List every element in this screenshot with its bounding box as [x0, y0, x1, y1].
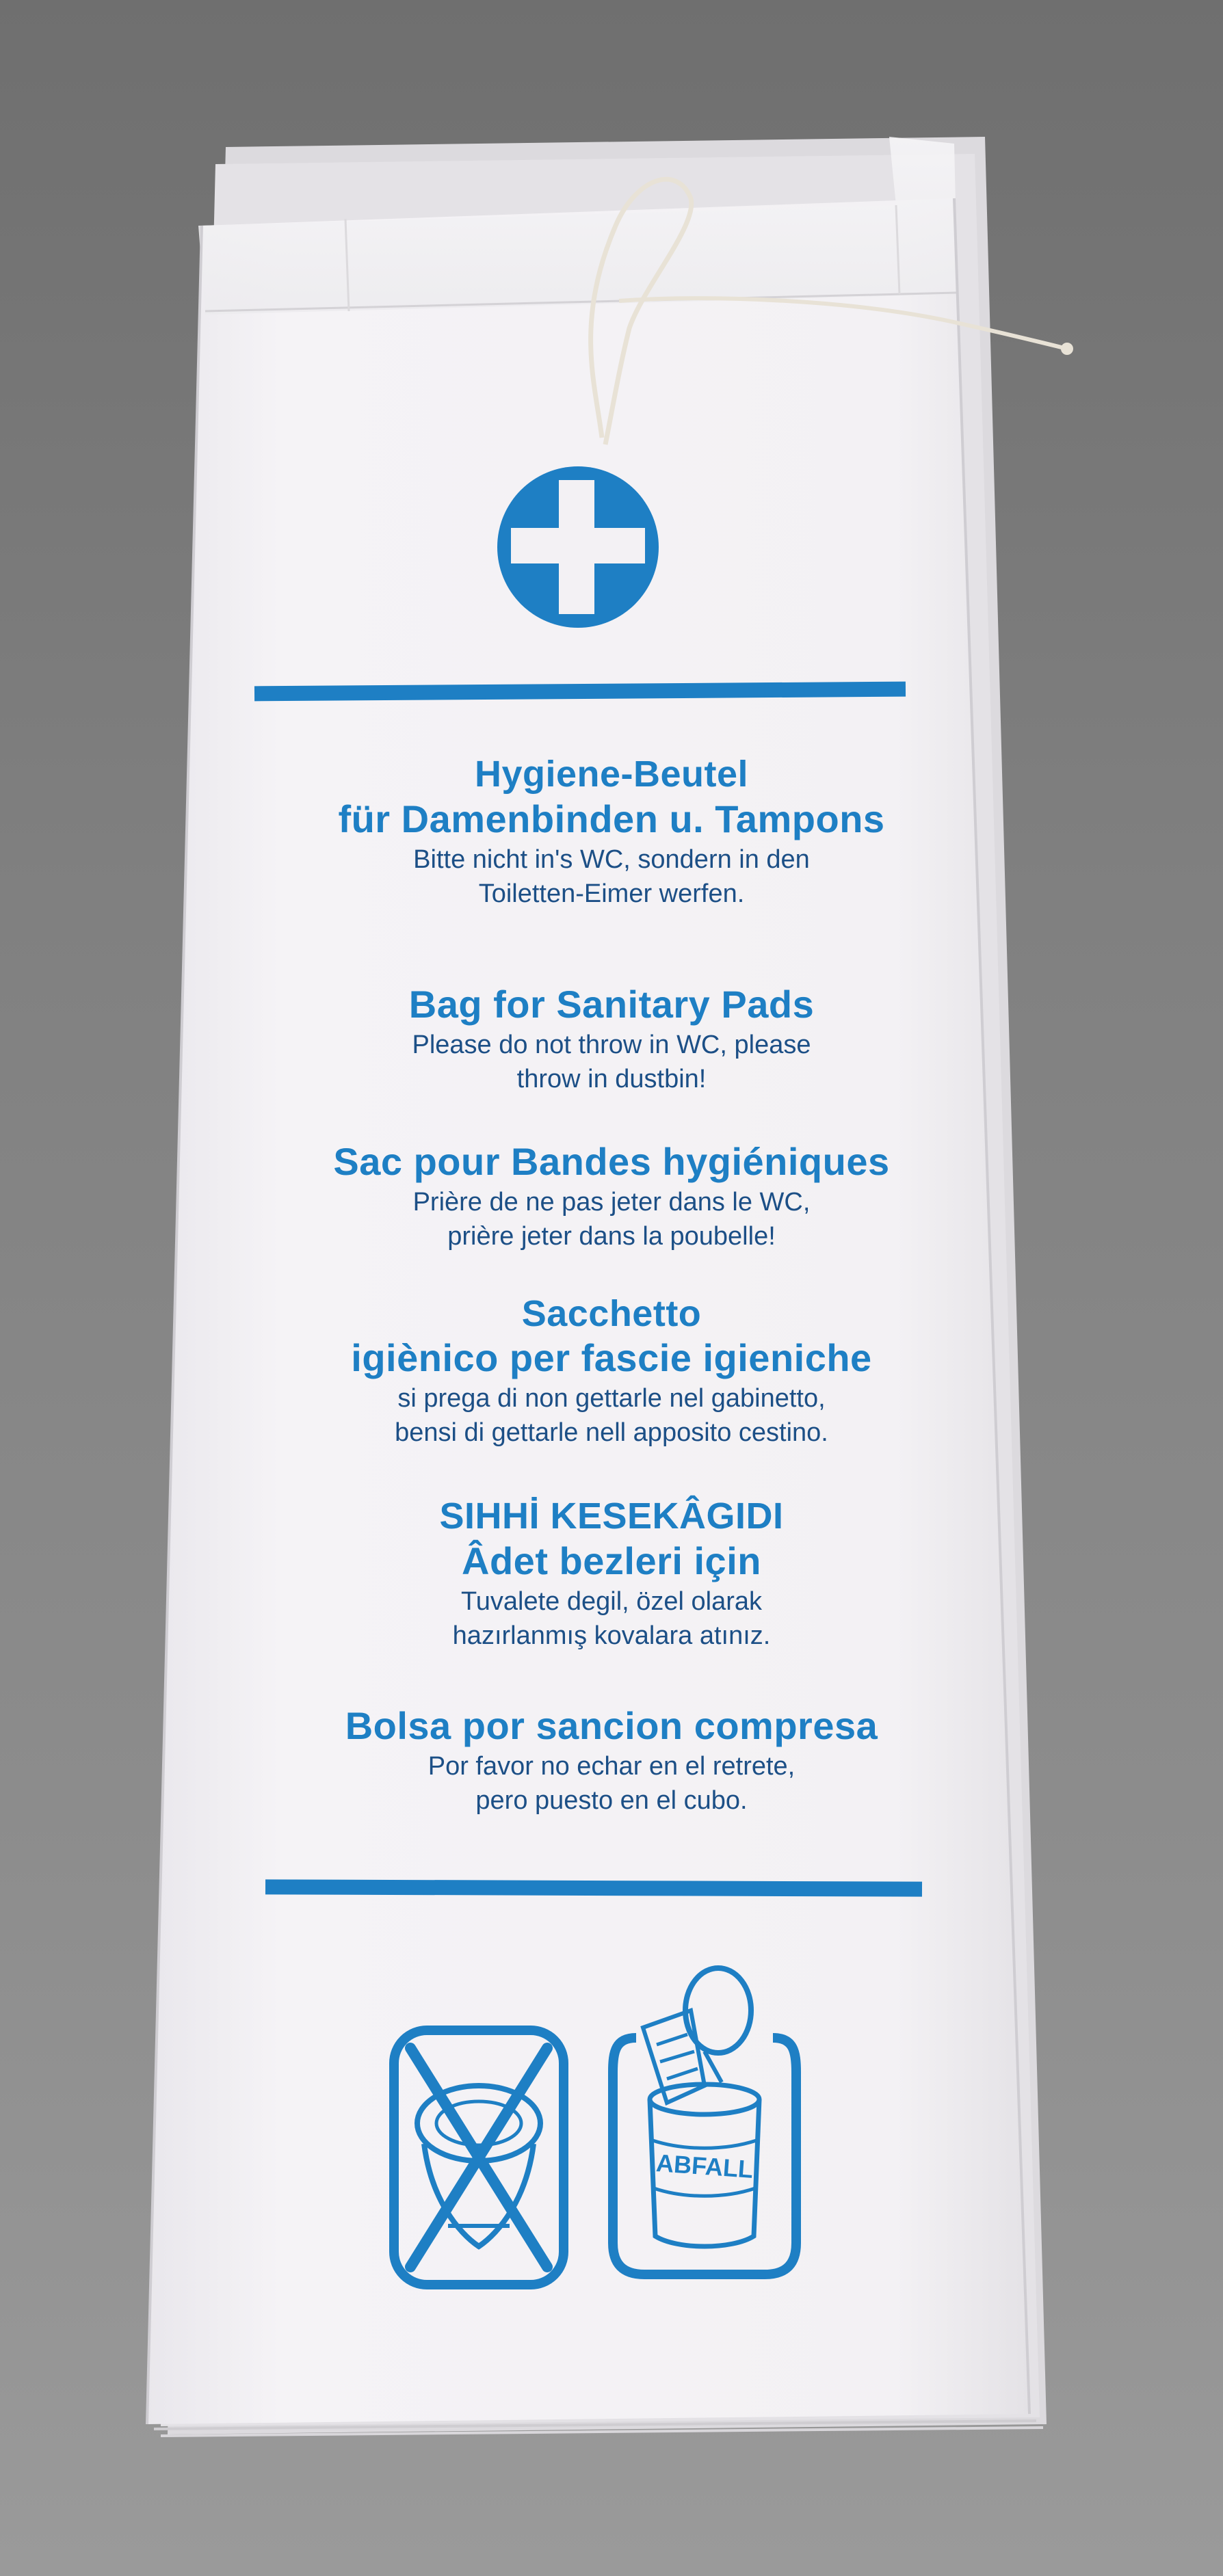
heading-line: igiènico per fascie igieniche [351, 1336, 872, 1379]
body-line: pero puesto en el cubo. [475, 1786, 748, 1815]
white-cross-in-blue-circle-icon [489, 458, 667, 636]
section-spanish [0, 1703, 1223, 1818]
body-line: bensi di gettarle nell apposito cestino. [395, 1418, 828, 1447]
heading-line: SIHHİ KESEKÂGIDI [439, 1496, 784, 1537]
body-line: Tuvalete degil, özel olarak [460, 1587, 763, 1616]
crossed-out-toilet-icon [383, 2021, 575, 2294]
body-line: throw in dustbin! [516, 1065, 707, 1093]
heading-line: Sacchetto [521, 1293, 702, 1334]
bin-label-text: ABFALL [655, 2149, 754, 2183]
waste-bin-icon [602, 1963, 807, 2284]
section-italian [0, 1292, 1223, 1450]
heading-line: Hygiene-Beutel [474, 754, 749, 795]
body-line: Bitte nicht in's WC, sondern in den [413, 845, 810, 874]
section-german [0, 752, 1223, 911]
body-line: prière jeter dans la poubelle! [447, 1222, 776, 1251]
section-french [0, 1139, 1223, 1253]
body-line: hazırlanmış kovalara atınız. [452, 1621, 771, 1650]
body-line: Por favor no echar en el retrete, [428, 1752, 795, 1781]
body-line: Toiletten-Eimer werfen. [478, 879, 745, 908]
heading-line: Bolsa por sancion compresa [345, 1704, 878, 1747]
heading-line: Sac pour Bandes hygiéniques [333, 1140, 890, 1183]
heading-line: Âdet bezleri için [462, 1539, 761, 1582]
body-line: si prega di non gettarle nel gabinetto, [397, 1384, 826, 1413]
bottom-divider [265, 1879, 922, 1896]
heading-line: Bag for Sanitary Pads [408, 983, 815, 1026]
heading-line: für Damenbinden u. Tampons [338, 797, 885, 840]
section-english [0, 981, 1223, 1096]
body-line: Please do not throw in WC, please [412, 1031, 811, 1059]
section-turkish [0, 1494, 1223, 1653]
body-line: Prière de ne pas jeter dans le WC, [412, 1188, 811, 1217]
